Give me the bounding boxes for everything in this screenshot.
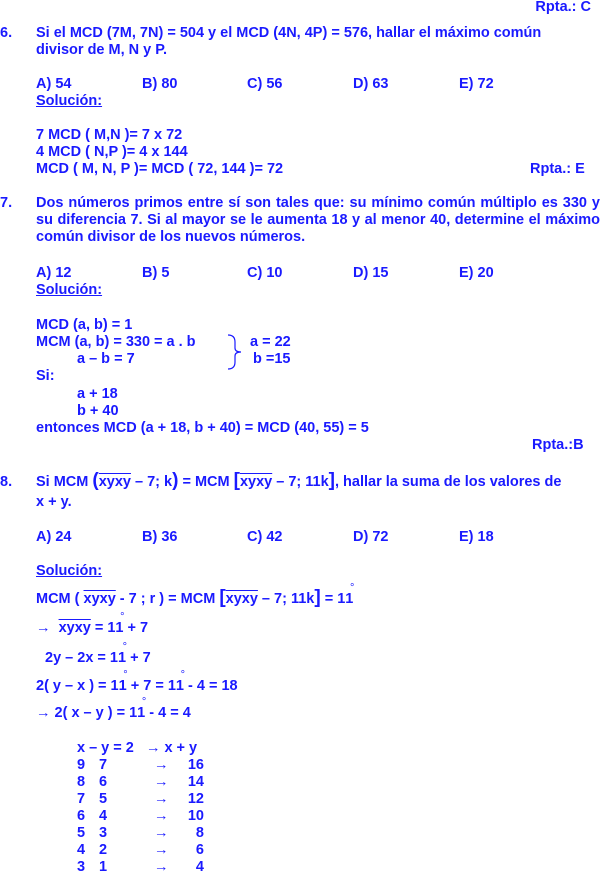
table-cell-x: 3: [77, 859, 86, 875]
problem-8-option-a: A) 24: [36, 529, 72, 545]
table-cell-sum: 12: [187, 791, 204, 807]
problem-6-line: MCD ( M, N, P )= MCD ( 72, 144 )= 72: [36, 161, 284, 177]
table-cell-y: 1: [99, 859, 108, 875]
problem-8-number: 8.: [0, 474, 13, 490]
problem-6-line: 7 MCD ( M,N )= 7 x 72: [36, 127, 183, 143]
table-cell-sum: 6: [195, 842, 204, 858]
table-cell-y: 5: [99, 791, 108, 807]
problem-7-b-plus-40: b + 40: [77, 403, 119, 419]
problem-7-solution-label: Solución:: [36, 282, 103, 298]
arrow-right-icon: →: [154, 791, 169, 807]
problem-7-statement: Dos números primos entre sí son tales que: su mínimo común múltiplo es 330 y su diferencia 7. Si al mayor se le aumenta 18 y al menor 40, determine el máximo común divisor de los nuevos números.: [36, 195, 600, 245]
problem-6-statement-line2: divisor de M, N y P.: [36, 42, 168, 58]
problem-7-b-value: b =15: [253, 351, 291, 367]
problem-6-option-a: A) 54: [36, 76, 72, 92]
arrow-right-icon: →: [154, 757, 169, 773]
table-cell-x: 7: [77, 791, 86, 807]
problem-8-option-d: D) 72: [353, 529, 389, 545]
table-cell-sum: 10: [187, 808, 204, 824]
problem-8-solution-line4: 2( y – x ) = 1° 1 + 7 = 1° 1 - 4 = 18: [36, 678, 238, 695]
table-cell-sum: 14: [187, 774, 204, 790]
problem-8-solution-line2: → xyxy = 1° 1 + 7: [36, 620, 148, 637]
table-cell-y: 6: [99, 774, 108, 790]
arrow-right-icon: →: [154, 825, 169, 841]
problem-7-conclusion: entonces MCD (a + 18, b + 40) = MCD (40, 55) = 5: [36, 420, 369, 436]
arrow-right-icon: →: [154, 842, 169, 858]
problem-6-number: 6.: [0, 25, 13, 41]
problem-7-a-plus-18: a + 18: [77, 386, 118, 402]
problem-7-diff-line: a – b = 7: [77, 351, 135, 367]
arrow-right-icon: →: [36, 705, 51, 721]
table-header: x – y = 2 → x + y: [77, 740, 198, 756]
table-cell-sum: 16: [187, 757, 204, 773]
problem-8-solution-line3: 2y – 2x = 1° 1 + 7: [45, 650, 151, 667]
arrow-right-icon: →: [154, 859, 169, 875]
arrow-right-icon: →: [145, 740, 161, 756]
problem-8-statement-line1: Si MCM (xyxy – 7; k) = MCM [xyxy – 7; 11k], hallar la suma de los valores de: [36, 470, 562, 491]
problem-7-answer: Rpta.:B: [532, 437, 584, 453]
problem-6-option-c: C) 56: [247, 76, 283, 92]
arrow-right-icon: →: [154, 774, 169, 790]
problem-7-option-b: B) 5: [142, 265, 170, 281]
problem-8-option-b: B) 36: [142, 529, 178, 545]
problem-7-mcm-line: MCM (a, b) = 330 = a . b: [36, 334, 196, 350]
problem-6-option-e: E) 72: [459, 76, 494, 92]
table-cell-y: 4: [99, 808, 108, 824]
problem-6-option-b: B) 80: [142, 76, 178, 92]
problem-7-si: Si:: [36, 368, 55, 384]
problem-6-option-d: D) 63: [353, 76, 389, 92]
answer-previous: Rpta.: C: [535, 0, 591, 15]
problem-7-number: 7.: [0, 195, 13, 211]
table-cell-x: 4: [77, 842, 86, 858]
problem-8-solution-label: Solución:: [36, 563, 103, 579]
problem-6-answer: Rpta.: E: [530, 161, 585, 177]
problem-8-solution-line5: → 2( x – y ) = 1° 1 - 4 = 4: [36, 705, 191, 722]
table-cell-x: 5: [77, 825, 86, 841]
problem-7-option-e: E) 20: [459, 265, 494, 281]
table-cell-y: 2: [99, 842, 108, 858]
problem-8-option-c: C) 42: [247, 529, 283, 545]
arrow-right-icon: →: [154, 808, 169, 824]
problem-6-solution-label: Solución:: [36, 93, 103, 109]
problem-6-line: 4 MCD ( N,P )= 4 x 144: [36, 144, 188, 160]
problem-7-a-value: a = 22: [250, 334, 291, 350]
table-cell-x: 9: [77, 757, 86, 773]
problem-7-option-a: A) 12: [36, 265, 72, 281]
table-cell-x: 6: [77, 808, 86, 824]
table-cell-y: 3: [99, 825, 108, 841]
problem-6-statement-line1: Si el MCD (7M, 7N) = 504 y el MCD (4N, 4P) = 576, hallar el máximo común: [36, 25, 542, 41]
problem-7-mcd-line: MCD (a, b) = 1: [36, 317, 133, 333]
table-cell-sum: 4: [195, 859, 204, 875]
arrow-right-icon: →: [36, 620, 51, 636]
table-cell-y: 7: [99, 757, 108, 773]
table-cell-sum: 8: [195, 825, 204, 841]
problem-8-option-e: E) 18: [459, 529, 494, 545]
problem-7-option-c: C) 10: [247, 265, 283, 281]
problem-7-option-d: D) 15: [353, 265, 389, 281]
table-cell-x: 8: [77, 774, 86, 790]
right-brace-icon: [226, 334, 244, 370]
problem-8-solution-line1: MCM ( xyxy - 7 ; r ) = MCM [xyxy – 7; 11k] = 1° 1: [36, 591, 353, 608]
problem-8-statement-line2: x + y.: [36, 494, 72, 510]
